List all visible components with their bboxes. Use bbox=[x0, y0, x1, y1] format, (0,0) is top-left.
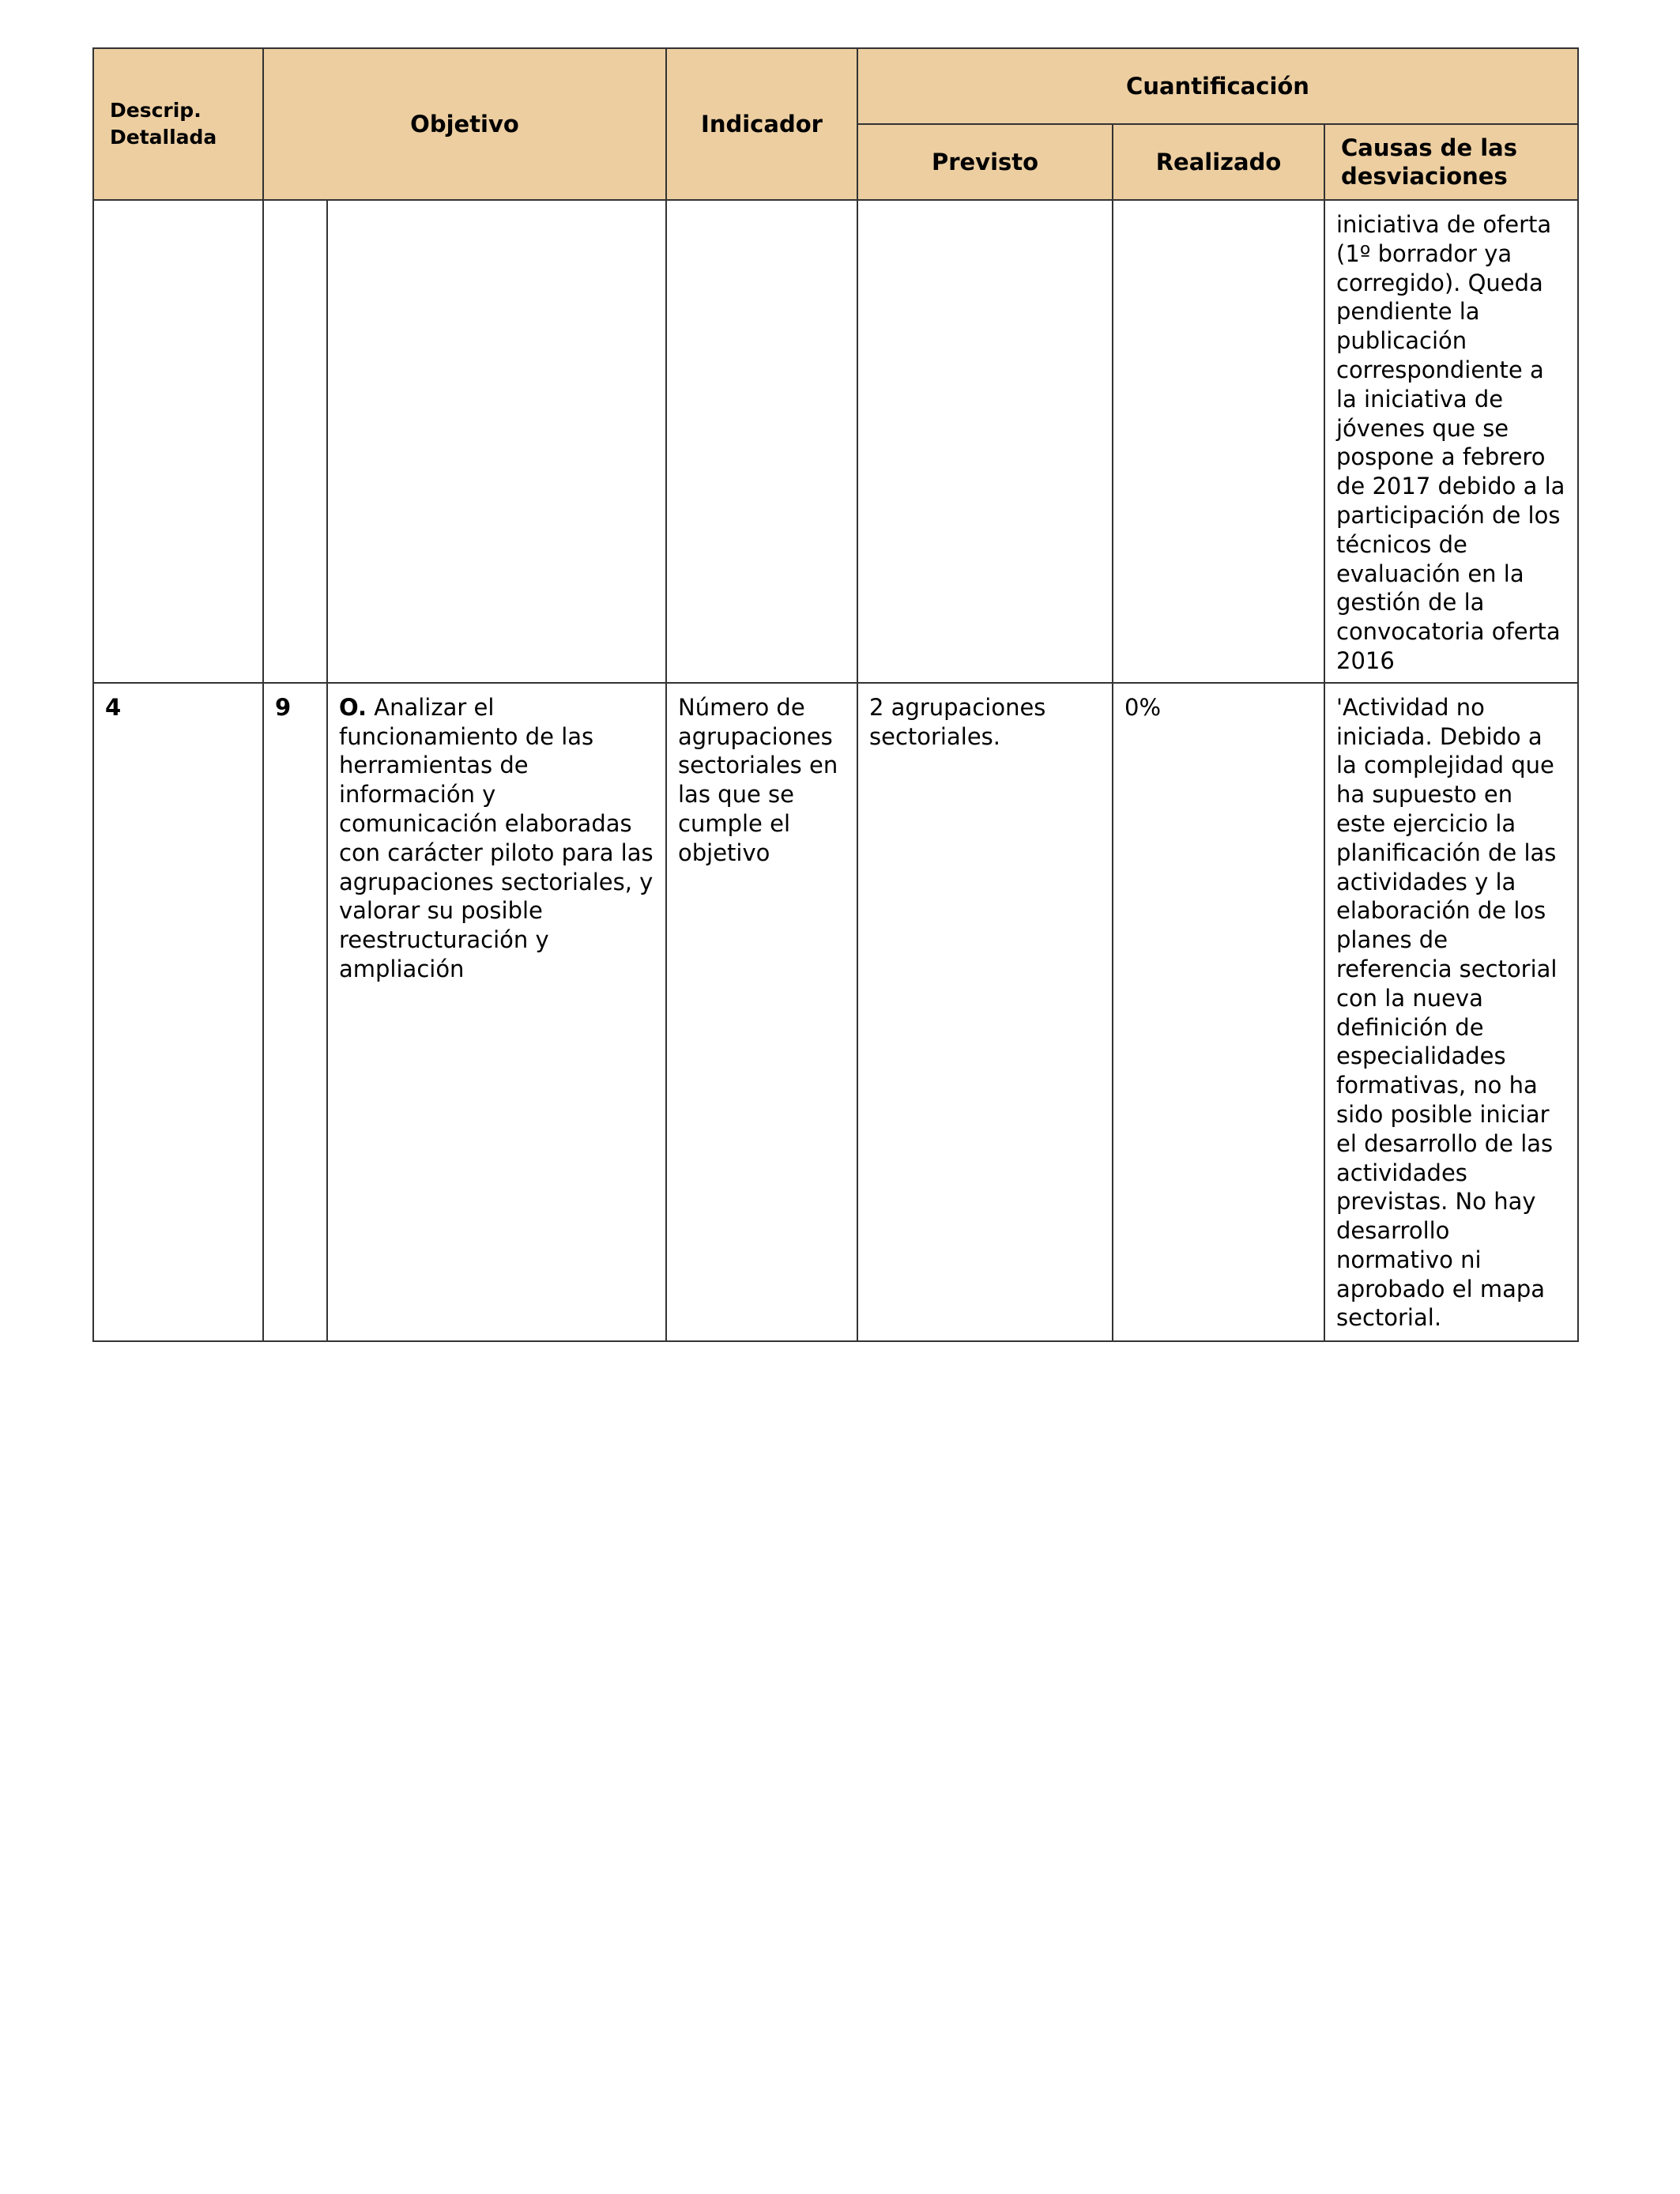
plan-table bbox=[92, 47, 1579, 1342]
row-objetivo bbox=[327, 200, 666, 683]
table-row bbox=[93, 200, 1578, 683]
objetivo-lead: O. bbox=[339, 693, 367, 721]
row-num bbox=[263, 200, 327, 683]
header-objetivo: Objetivo bbox=[263, 48, 666, 200]
objetivo-text: Analizar el funcionamiento de las herramientas de información y comunicación elaboradas con carácter piloto para las agrupaciones sectoriales, y valorar su posible reestructuración y ampliación bbox=[339, 693, 654, 982]
header-realizado: Realizado bbox=[1113, 124, 1324, 200]
row-causas: iniciativa de oferta (1º borrador ya corregido). Queda pendiente la publicación correspondiente a la iniciativa de jóvenes que se pospone a febrero de 2017 debido a la participación de los técnicos de evaluación en la gestión de la convocatoria oferta 2016 bbox=[1324, 200, 1578, 683]
row-indicador: Número de agrupaciones sectoriales en las que se cumple el objetivo bbox=[666, 683, 857, 1341]
header-causas: Causas de las desviaciones bbox=[1324, 124, 1578, 200]
header-descrip: Descrip. Detallada bbox=[93, 48, 263, 200]
row-descrip: 4 bbox=[93, 683, 263, 1341]
row-realizado bbox=[1113, 200, 1324, 683]
header-previsto: Previsto bbox=[857, 124, 1113, 200]
row-previsto bbox=[857, 200, 1113, 683]
table-row bbox=[93, 683, 1578, 1341]
row-realizado: 0% bbox=[1113, 683, 1324, 1341]
header-indicador: Indicador bbox=[666, 48, 857, 200]
row-descrip bbox=[93, 200, 263, 683]
header-cuantificacion: Cuantificación bbox=[857, 48, 1578, 124]
row-causas: 'Actividad no iniciada. Debido a la complejidad que ha supuesto en este ejercicio la planificación de las actividades y la elaboración de los planes de referencia sectorial con la nueva definición de especialidades formativas, no ha sido posible iniciar el desarrollo de las actividades previstas. No hay desarrollo normativo ni aprobado el mapa sectorial. bbox=[1324, 683, 1578, 1341]
row-previsto: 2 agrupaciones sectoriales. bbox=[857, 683, 1113, 1341]
row-num: 9 bbox=[263, 683, 327, 1341]
row-indicador bbox=[666, 200, 857, 683]
row-objetivo bbox=[327, 683, 666, 1341]
